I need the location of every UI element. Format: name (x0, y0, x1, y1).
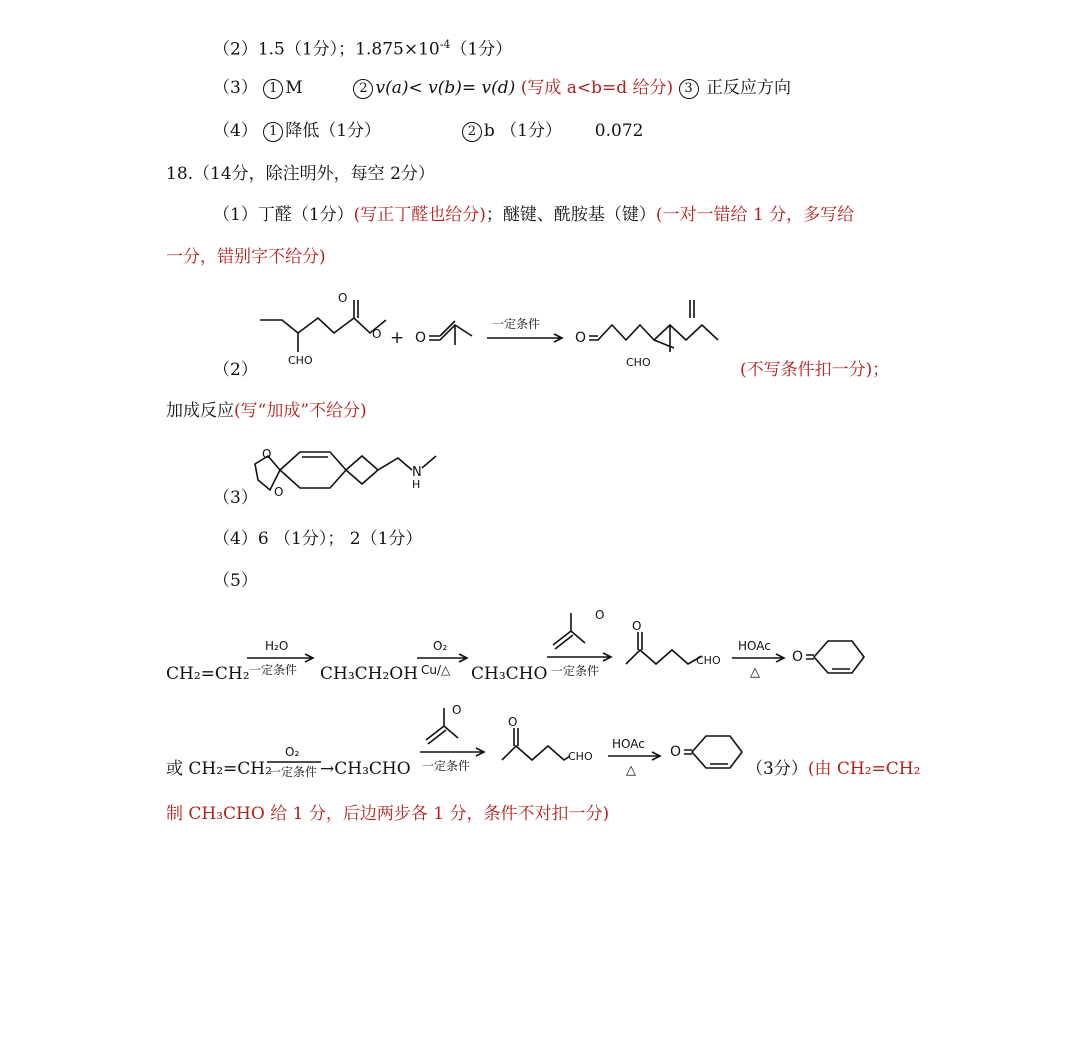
grading-note: (一对一错给 1 分，多写给 (655, 205, 855, 225)
route1-ethene: CH₂=CH₂ (166, 664, 250, 684)
bond (589, 325, 718, 352)
label: （4） (213, 121, 258, 141)
q18-part4: （4）6 （1分）； 2（1分） (213, 529, 423, 549)
reaction-arrow (487, 334, 562, 342)
circled-number: 1 (263, 79, 283, 99)
cho-label: CHO (626, 356, 651, 369)
reaction-arrow (247, 654, 313, 662)
answer: M (285, 78, 303, 98)
atom-O: O (595, 608, 605, 622)
atom-O: O (372, 327, 382, 341)
atom-O: O (508, 715, 518, 729)
q18-header: 18.（14分，除注明外，每空 2分） (166, 164, 435, 184)
arrow-condition: △ (626, 763, 636, 778)
atom-O: O (632, 619, 642, 633)
route1-arrow1 (245, 636, 325, 676)
exponent: -4 (439, 38, 451, 51)
carbon-chain (626, 650, 702, 664)
arrow-condition: O₂ (285, 745, 300, 759)
answer: 降低（1分） (285, 121, 382, 141)
atom-O: O (670, 744, 682, 760)
atom-O: O (575, 330, 587, 346)
arrow-condition: Cu/△ (421, 663, 451, 677)
route1-acetaldehyde: CH₃CHO (471, 664, 548, 684)
grading-note: (写正丁醛也给分) (353, 205, 486, 225)
cho-label: CHO (568, 750, 593, 763)
route1-arrow2 (415, 636, 475, 676)
q18-part2-type (166, 400, 367, 422)
structure-3 (250, 440, 450, 510)
route2-prefix: 或 CH₂=CH₂ (166, 759, 272, 779)
bond (690, 300, 694, 318)
mvk-structure (553, 613, 585, 649)
ring-structure (684, 736, 742, 768)
q18-part5-label: （5） (213, 571, 258, 591)
circled-number: 3 (679, 79, 699, 99)
arrow-condition: 一定条件 (422, 759, 471, 773)
route2-note-cont: 制 CH₃CHO 给 1 分，后边两步各 1 分，条件不对扣一分) (166, 804, 610, 824)
atom-O: O (274, 485, 284, 499)
bond (422, 456, 436, 468)
circled-number: 1 (263, 122, 283, 142)
arrow-condition: 一定条件 (551, 664, 600, 678)
cyclobutane-chain (346, 456, 412, 484)
cyclohexene-ring (280, 452, 346, 488)
arrow-condition: △ (750, 665, 760, 680)
q18-part1 (213, 204, 854, 226)
route2-score (746, 758, 920, 780)
q18-part2-label: （2） (213, 360, 258, 380)
q18-part3-label: （3） (213, 488, 258, 508)
q18-part2-note: (不写条件扣一分)； (740, 360, 890, 380)
q17-part3 (213, 77, 791, 99)
route2-acetaldehyde: →CH₃CHO (320, 759, 411, 779)
answer: 0.072 (594, 121, 644, 141)
q17-part2-score: （1分） (450, 39, 513, 60)
reaction-arrow (417, 654, 467, 662)
q17-part4 (213, 120, 643, 142)
q18-part1-note-cont: 一分，错别字不给分) (166, 247, 326, 267)
route1-arrow3 (545, 605, 625, 685)
atom-O: O (792, 649, 804, 665)
label: （3） (213, 78, 258, 98)
circled-number: 2 (353, 79, 373, 99)
arrow-condition: 一定条件 (269, 765, 318, 779)
reaction-arrow (420, 748, 484, 756)
route1-arrow4 (730, 638, 790, 678)
carbonyl-bond (638, 632, 642, 650)
route1-ketoaldehyde (620, 620, 730, 680)
reaction-arrow (608, 752, 660, 760)
cho-label: CHO (696, 654, 721, 667)
ring-structure (806, 641, 864, 673)
arrow-condition: H₂O (265, 639, 289, 653)
atom-O: O (338, 291, 348, 305)
carbon-chain (502, 746, 570, 760)
arrow-condition: 一定条件 (249, 663, 298, 677)
cho-label: CHO (288, 354, 313, 367)
reaction-arrow (732, 654, 784, 662)
q17-part2-text: （2）1.5（1分）；1.875×10 (213, 39, 440, 60)
plus-sign: + (390, 328, 405, 348)
reaction-arrow (547, 653, 611, 661)
answer: b （1分） (483, 121, 562, 141)
bond (354, 300, 358, 318)
route1-ethanol: CH₃CH₂OH (320, 664, 419, 684)
arrow-condition: HOAc (612, 737, 645, 751)
grading-note: (由 CH₂=CH₂ (807, 759, 921, 779)
atom-O: O (262, 447, 272, 461)
q17-part2 (213, 34, 512, 61)
arrow-condition: HOAc (738, 639, 771, 653)
grading-note: (写成 a<b=d 给分) (520, 78, 674, 98)
route1-cyclohexenone (790, 633, 870, 678)
bond (429, 321, 472, 345)
arrow-condition: O₂ (433, 639, 448, 653)
rate-answer: v(a)< v(b)= v(d) (375, 78, 516, 98)
reaction-scheme-2 (250, 290, 740, 380)
route2-cyclohexenone (668, 728, 748, 773)
carbonyl-bond (514, 728, 518, 746)
atom-O: O (452, 703, 462, 717)
answer: （1）丁醛（1分） (213, 205, 354, 225)
route2-ketoaldehyde (496, 716, 606, 776)
atom-O: O (415, 330, 427, 346)
grading-note: (写“加成”不给分) (234, 401, 367, 421)
bond (260, 318, 386, 333)
reaction-type: 加成反应 (166, 401, 234, 421)
circled-number: 2 (462, 122, 482, 142)
answer: 正反应方向 (700, 78, 791, 98)
atom-N: N (412, 465, 422, 480)
route2-arrow3 (606, 736, 666, 778)
answer: ；醚键、酰胺基（键） (485, 205, 656, 225)
arrow-condition: 一定条件 (492, 317, 541, 331)
route2-arrow2 (418, 700, 498, 780)
atom-H: H (412, 478, 421, 491)
score: （3分） (746, 759, 808, 779)
